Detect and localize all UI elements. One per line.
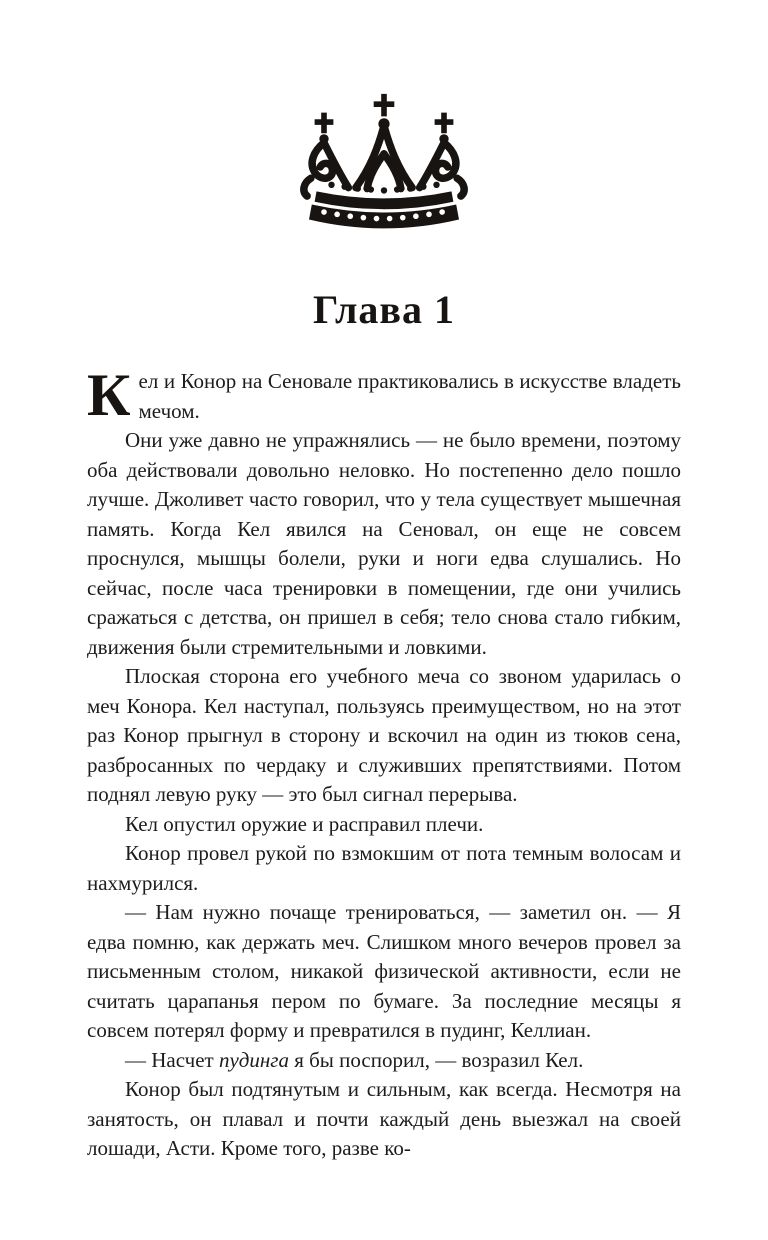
text-segment: ел и Конор на Сеновале практиковались в искусстве владеть мечом. (138, 369, 681, 423)
text-segment: Они уже давно не упражнялись — не было времени, поэтому оба действовали довольно неловко. Но постепенно дело пошло лучше. Джоливет часто говорил, что у тела существует мышечная память. Когда Кел явился на Сеновал, он еще не совсем проснулся, мышцы болели, руки и ноги едва слушались. Но сейчас, после часа тренировки в помещении, где они учились сражаться с детства, он пришел в себя; тело снова стало гибким, движения были стремительными и ловкими. (87, 428, 681, 659)
paragraph (87, 1046, 681, 1076)
chapter-heading: Глава 1 (313, 287, 455, 332)
text-segment: Конор был подтянутым и сильным, как всегда. Несмотря на занятость, он плавал и почти каждый день выезжал на своей лошади, Асти. Кроме того, разве ко- (87, 1077, 681, 1160)
paragraph (87, 810, 681, 840)
crown-illustration-wrap (0, 0, 768, 242)
text-segment: я бы поспорил, — возразил Кел. (288, 1047, 584, 1072)
paragraph (87, 426, 681, 662)
paragraph (87, 1075, 681, 1164)
text-segment: — Нам нужно почаще тренироваться, — заметил он. — Я едва помню, как держать меч. Слишком много вечеров провел за письменным столом, никакой физической активности, если не считать царапанья пером по бумаге. За последние месяцы я совсем потерял форму и превратился в пудинг, Келлиан. (87, 900, 681, 1042)
paragraph (87, 362, 681, 428)
text-segment: — Насчет (125, 1047, 219, 1072)
paragraph (87, 839, 681, 898)
text-segment: Плоская сторона его учебного меча со звоном ударилась о меч Конора. Кел наступал, пользуясь преимуществом, но на этот раз Конор прыгнул в сторону и вскочил на один из тюков сена, разбросанных по чердаку и служивших препятствиями. Потом поднял левую руку — это был сигнал перерыва. (87, 664, 681, 806)
paragraph (87, 898, 681, 1046)
body-text (87, 362, 681, 1164)
crown-icon (278, 92, 490, 242)
text-segment: Кел опустил оружие и расправил плечи. (125, 811, 484, 836)
paragraph (87, 662, 681, 810)
drop-cap: К (87, 362, 131, 428)
text-segment: Конор провел рукой по взмокшим от пота темным волосам и нахмурился. (87, 841, 681, 895)
italic-text: пудинга (218, 1047, 289, 1072)
